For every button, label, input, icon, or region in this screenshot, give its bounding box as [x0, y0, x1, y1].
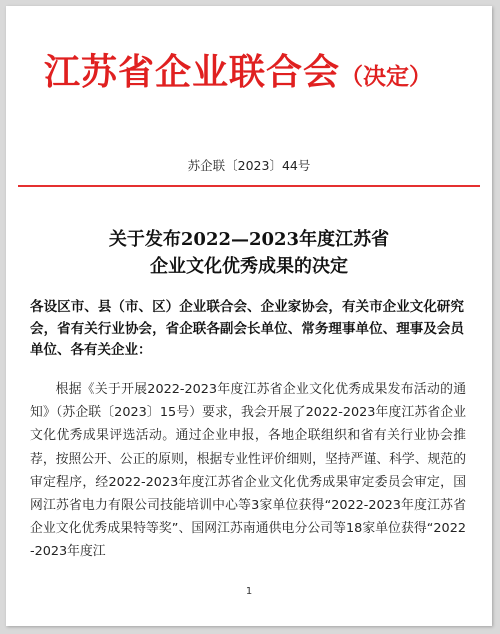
document-page [6, 6, 492, 626]
body-paragraph: 根据《关于开展2022-2023年度江苏省企业文化优秀成果发布活动的通知》（苏企联〔2023〕15号）要求，我会开展了2022-2023年度江苏省企业文化优秀成果评选活动。通过企业申报，各地企联组织和省有关行业协会推荐，按照公开、公正的原则，根据专业性评价细则，坚持严谨、科学、规范的审定程序，经2022-2023年度江苏省企业文化优秀成果审定委员会审定，国网江苏省电力有限公司技能培训中心等3家单位获得“2022-2023年度江苏省企业文化优秀成果特等奖”、国网江苏南通供电分公司等18家单位获得“2022-2023年度江 [30, 382, 466, 560]
document-number: 苏企联〔2023〕44号 [187, 158, 311, 173]
title-line-1: 关于发布2022—2023年度江苏省 [108, 229, 390, 250]
page-number: 1 [245, 586, 253, 597]
red-header [44, 50, 432, 99]
org-name: 江苏省企业联合会 [44, 51, 341, 93]
document-title [6, 226, 492, 280]
title-line-2: 企业文化优秀成果的决定 [150, 256, 348, 277]
doc-type-label: （决定） [340, 63, 433, 90]
recipients-paragraph: 各设区市、县（市、区）企业联合会、企业家协会，有关市企业文化研究会，省有关行业协会，省企联各副会长单位、常务理事单位、理事及会员单位、各有关企业： [30, 299, 464, 358]
red-divider-line [18, 185, 480, 187]
